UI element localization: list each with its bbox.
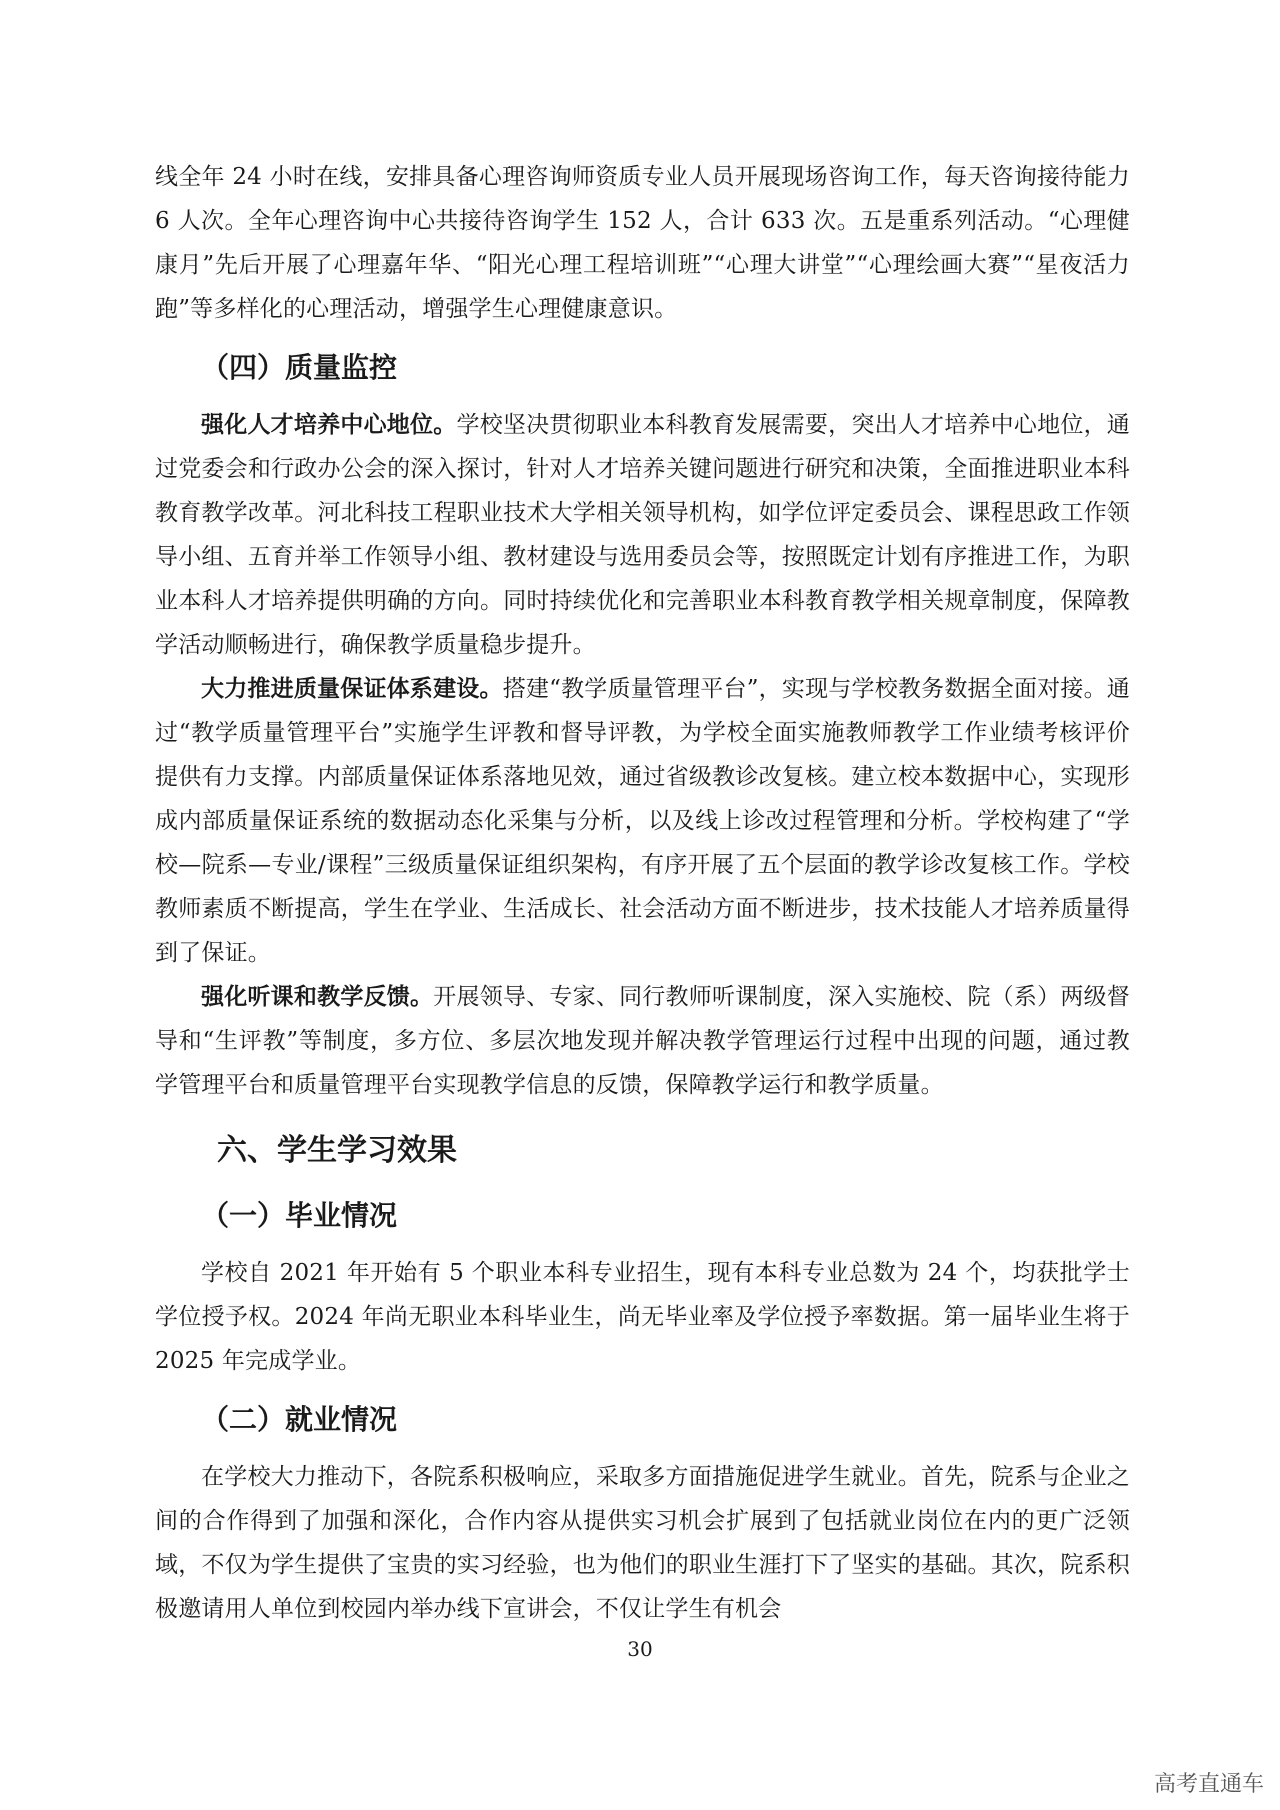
paragraph-quality-assurance (155, 667, 1130, 975)
lead-talent-center: 强化人才培养中心地位。 (201, 412, 457, 438)
heading-quality-monitoring: （四）质量监控 (201, 351, 398, 384)
watermark: 高考直通车 (1153, 1772, 1264, 1797)
lead-quality-assurance: 大力推进质量保证体系建设。 (201, 676, 503, 702)
paragraph-employment: 在学校大力推动下，各院系积极响应，采取多方面措施促进学生就业。首先，院系与企业之间的合作得到了加强和深化，合作内容从提供实习机会扩展到了包括就业岗位在内的更广泛领域，不仅为学生提供了宝贵的实习经验，也为他们的职业生涯打下了坚实的基础。其次，院系积极邀请用人单位到校园内举办线下宣讲会，不仅让学生有机会 (155, 1464, 1130, 1622)
paragraph-psychology-continued: 线全年 24 小时在线，安排具备心理咨询师资质专业人员开展现场咨询工作，每天咨询接待能力 6 人次。全年心理咨询中心共接待咨询学生 152 人，合计 633 次。五是重系列活动。“心理健康月”先后开展了心理嘉年华、“阳光心理工程培训班”“心理大讲堂”“心理绘画大赛”“星夜活力跑”等多样化的心理活动，增强学生心理健康意识。 (155, 164, 1130, 322)
lead-lecture-feedback: 强化听课和教学反馈。 (201, 984, 434, 1010)
text-lecture-feedback: 开展领导、专家、同行教师听课制度，深入实施校、院（系）两级督导和“生评教”等制度，多方位、多层次地发现并解决教学管理运行过程中出现的问题，通过教学管理平台和质量管理平台实现教学信息的反馈，保障教学运行和教学质量。 (155, 984, 1131, 1098)
text-quality-assurance: 搭建“教学质量管理平台”，实现与学校教务数据全面对接。通过“教学质量管理平台”实施学生评教和督导评教，为学校全面实施教师教学工作业绩考核评价提供有力支撑。内部质量保证体系落地见效，通过省级教诊改复核。建立校本数据中心，实现形成内部质量保证系统的数据动态化采集与分析，以及线上诊改过程管理和分析。学校构建了“学校—院系—专业/课程”三级质量保证组织架构，有序开展了五个层面的教学诊改复核工作。学校教师素质不断提高，学生在学业、生活成长、社会活动方面不断进步，技术技能人才培养质量得到了保证。 (155, 676, 1130, 966)
paragraph-lecture-feedback (155, 975, 1130, 1107)
text-talent-center: 学校坚决贯彻职业本科教育发展需要，突出人才培养中心地位，通过党委会和行政办公会的深入探讨，针对人才培养关键问题进行研究和决策，全面推进职业本科教育教学改革。河北科技工程职业技术大学相关领导机构，如学位评定委员会、课程思政工作领导小组、五育并举工作领导小组、教材建设与选用委员会等，按照既定计划有序推进工作，为职业本科人才培养提供明确的方向。同时持续优化和完善职业本科教育教学相关规章制度，保障教学活动顺畅进行，确保教学质量稳步提升。 (155, 412, 1130, 658)
page-content (155, 155, 1130, 1631)
paragraph-talent-center (155, 403, 1130, 667)
heading-section-6: 六、学生学习效果 (217, 1133, 457, 1168)
heading-employment: （二）就业情况 (201, 1403, 398, 1436)
page-number: 30 (627, 1637, 653, 1661)
heading-graduation: （一）毕业情况 (201, 1199, 398, 1232)
paragraph-graduation: 学校自 2021 年开始有 5 个职业本科专业招生，现有本科专业总数为 24 个，均获批学士学位授予权。2024 年尚无职业本科毕业生，尚无毕业率及学位授予率数据。第一届毕业生将于 2025 年完成学业。 (155, 1260, 1130, 1374)
